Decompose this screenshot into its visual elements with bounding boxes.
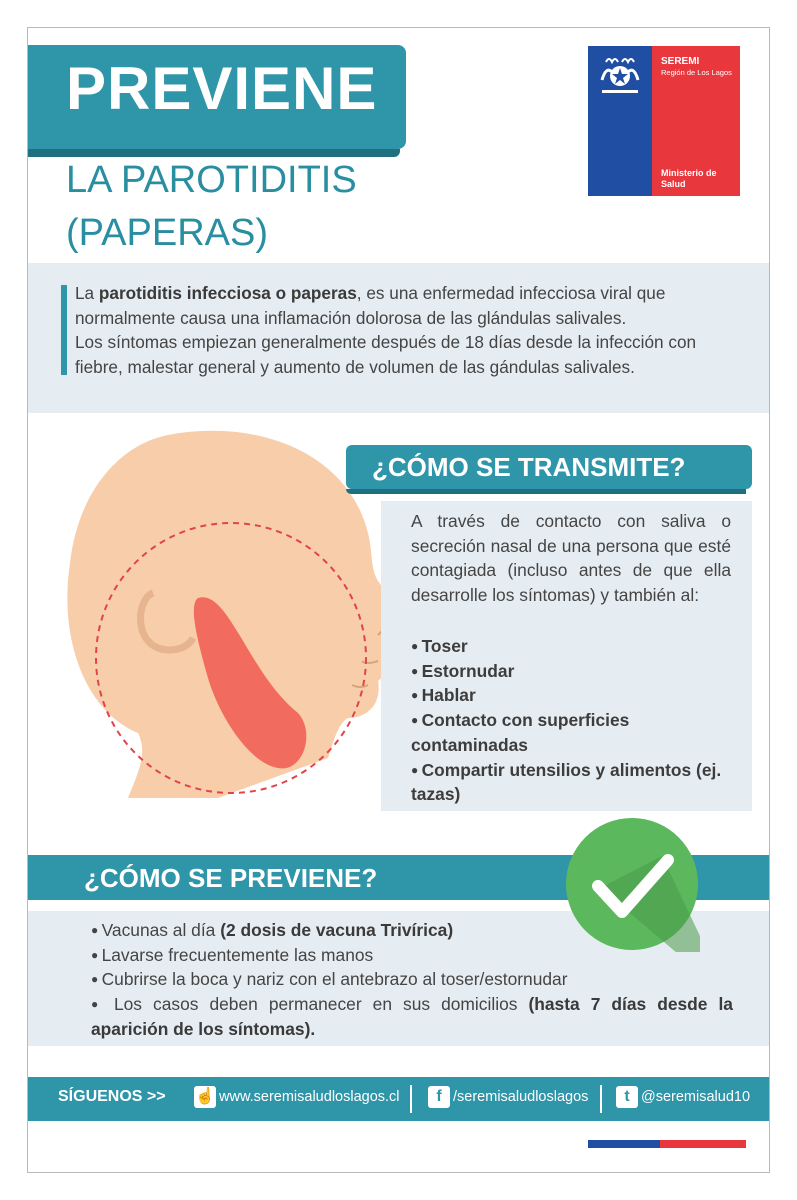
transmit-text: A través de contacto con saliva o secreción nasal de una persona que esté contagiada (incluso antes de que ella desarrolle los síntomas) y también al: <box>411 511 731 606</box>
list-item: ● Contacto con superficies contaminadas <box>411 708 741 757</box>
intro-p1-post: , es una enfermedad infecciosa viral que normalmente causa una inflamación dolorosa de las glándulas salivales. <box>75 283 666 328</box>
transmit-header <box>346 445 752 489</box>
divider <box>410 1085 412 1113</box>
prevent-title: ¿CÓMO SE PREVIENE? <box>84 863 378 893</box>
prevent-item1-bold: (2 dosis de vacuna Trivírica) <box>220 920 454 940</box>
list-item: ● Cubrirse la boca y nariz con el antebrazo al toser/estornudar <box>91 967 733 992</box>
flag-stripe-blue <box>588 1140 660 1148</box>
facebook-link[interactable]: /seremisaludloslagos <box>453 1089 589 1105</box>
follow-label: SÍGUENOS >> <box>58 1088 166 1105</box>
checkmark-icon <box>564 816 700 952</box>
divider <box>600 1085 602 1113</box>
footer-bar <box>28 1077 770 1121</box>
intro-text <box>75 281 745 379</box>
coat-of-arms-icon <box>588 50 652 110</box>
subtitle-line1: LA PAROTIDITIS <box>66 159 357 201</box>
intro-accent-bar <box>61 285 67 375</box>
transmit-box <box>381 501 752 811</box>
intro-p2: Los síntomas empiezan generalmente después de 18 días desde la infección con fiebre, malestar general y aumento de volumen de las gándulas salivales. <box>75 332 697 377</box>
logo-ministry-line2: Salud <box>661 179 686 189</box>
prevent-item4-bold: (hasta 7 días desde la aparición de los síntomas). <box>91 994 733 1039</box>
list-item <box>91 992 733 1041</box>
logo-region: Región de Los Lagos <box>661 68 732 77</box>
intro-section <box>28 263 770 413</box>
page-title: PREVIENE <box>66 55 378 122</box>
logo-blue-panel <box>588 46 652 196</box>
list-item: ● Toser <box>411 634 741 659</box>
list-item: ● Hablar <box>411 683 741 708</box>
prevent-item4-text: Los casos deben permanecer en sus domicilios <box>113 994 529 1015</box>
hand-pointer-icon: ☝ <box>194 1086 216 1108</box>
list-item: ● Compartir utensilios y alimentos (ej. tazas) <box>411 758 741 807</box>
seremi-logo <box>588 46 740 196</box>
intro-p1-bold: parotiditis infecciosa o paperas <box>98 283 357 303</box>
twitter-link[interactable]: @seremisalud10 <box>641 1089 751 1105</box>
transmit-title: ¿CÓMO SE TRANSMITE? <box>372 452 686 482</box>
subtitle-line2: (PAPERAS) <box>66 212 269 254</box>
website-link[interactable]: www.seremisaludloslagos.cl <box>219 1089 400 1105</box>
transmit-list <box>411 634 741 807</box>
list-item: ● Estornudar <box>411 659 741 684</box>
prevent-item1-text: Vacunas al día <box>101 920 221 940</box>
list-item: ● Lavarse frecuentemente las manos <box>91 943 733 968</box>
flag-stripe-red <box>660 1140 746 1148</box>
facebook-icon[interactable]: f <box>428 1086 450 1108</box>
logo-org: SEREMI <box>661 56 700 67</box>
logo-ministry-line1: Ministerio de <box>661 168 717 178</box>
poster <box>27 27 770 1173</box>
intro-p1-pre: La <box>75 283 99 303</box>
twitter-icon[interactable]: t <box>616 1086 638 1108</box>
